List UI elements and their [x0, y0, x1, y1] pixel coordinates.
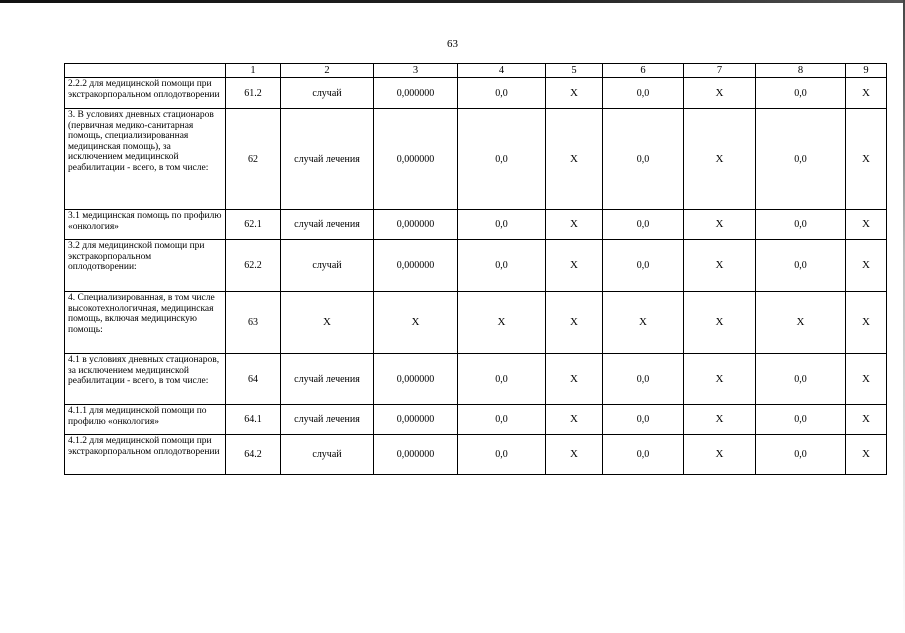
table-cell: 0,0: [458, 210, 546, 240]
row-description: 3.1 медицинская помощь по профилю «онкология»: [65, 210, 226, 240]
table-cell: Х: [846, 292, 887, 354]
table-row: [65, 210, 887, 240]
table-cell: случай лечения: [281, 109, 374, 210]
table-cell: Х: [684, 292, 756, 354]
column-header: 4: [458, 64, 546, 78]
row-description: 3.2 для медицинской помощи при экстракорпоральном оплодотворении:: [65, 240, 226, 292]
scan-edge-top: [0, 0, 905, 3]
table-cell: 0,0: [756, 240, 846, 292]
page-number: 63: [447, 38, 458, 50]
table-cell: 0,0: [458, 240, 546, 292]
table-cell: Х: [374, 292, 458, 354]
table-cell: Х: [846, 78, 887, 109]
table-cell: Х: [684, 354, 756, 405]
table-cell: Х: [458, 292, 546, 354]
table-cell: 0,0: [603, 78, 684, 109]
table-cell: Х: [846, 210, 887, 240]
row-number: 64.1: [226, 405, 281, 435]
table-row: [65, 405, 887, 435]
table-cell: случай лечения: [281, 405, 374, 435]
column-header: 9: [846, 64, 887, 78]
table-cell: 0,0: [756, 354, 846, 405]
table-row: [65, 435, 887, 475]
table-cell: Х: [756, 292, 846, 354]
table-cell: Х: [546, 109, 603, 210]
row-number: 64.2: [226, 435, 281, 475]
row-number: 64: [226, 354, 281, 405]
table-cell: Х: [546, 78, 603, 109]
table-cell: Х: [546, 240, 603, 292]
column-header: 5: [546, 64, 603, 78]
table-row: [65, 109, 887, 210]
column-header: [65, 64, 226, 78]
row-description: 4.1.2 для медицинской помощи при экстракорпоральном оплодотворении: [65, 435, 226, 475]
table-cell: 0,0: [756, 435, 846, 475]
table-cell: Х: [846, 240, 887, 292]
row-number: 62.2: [226, 240, 281, 292]
table-cell: Х: [546, 210, 603, 240]
table-cell: Х: [684, 109, 756, 210]
table-row: [65, 240, 887, 292]
table-cell: 0,0: [756, 109, 846, 210]
table-cell: 0,0: [603, 240, 684, 292]
column-header: 7: [684, 64, 756, 78]
table-cell: 0,0: [458, 435, 546, 475]
table-cell: Х: [684, 78, 756, 109]
table-cell: случай: [281, 435, 374, 475]
table-row: [65, 292, 887, 354]
table-row: [65, 354, 887, 405]
table-cell: Х: [546, 354, 603, 405]
table-cell: 0,0: [603, 354, 684, 405]
row-number: 62.1: [226, 210, 281, 240]
row-description: 4. Специализированная, в том числе высокотехнологичная, медицинская помощь, включая медицинскую помощь:: [65, 292, 226, 354]
row-number: 61.2: [226, 78, 281, 109]
table-cell: 0,000000: [374, 405, 458, 435]
table-cell: случай лечения: [281, 354, 374, 405]
table-cell: Х: [684, 435, 756, 475]
row-number: 63: [226, 292, 281, 354]
column-header: 8: [756, 64, 846, 78]
table-cell: Х: [846, 405, 887, 435]
table-cell: Х: [684, 405, 756, 435]
column-header: 2: [281, 64, 374, 78]
row-description: 3. В условиях дневных стационаров (первичная медико-санитарная помощь, специализированная медицинская помощь), за исключением медицинской реабилитации - всего, в том числе:: [65, 109, 226, 210]
table-cell: 0,0: [756, 78, 846, 109]
table-cell: 0,0: [603, 405, 684, 435]
column-header: 6: [603, 64, 684, 78]
table-cell: 0,0: [603, 435, 684, 475]
table-cell: 0,0: [756, 405, 846, 435]
table-cell: случай: [281, 78, 374, 109]
table-cell: 0,0: [458, 405, 546, 435]
row-number: 62: [226, 109, 281, 210]
table-row: [65, 78, 887, 109]
table-cell: 0,000000: [374, 210, 458, 240]
table-cell: случай лечения: [281, 210, 374, 240]
table-cell: 0,000000: [374, 78, 458, 109]
table-cell: Х: [603, 292, 684, 354]
table-cell: 0,0: [458, 109, 546, 210]
column-header: 3: [374, 64, 458, 78]
table-cell: Х: [846, 435, 887, 475]
row-description: 2.2.2 для медицинской помощи при экстракорпоральном оплодотворении: [65, 78, 226, 109]
table-cell: 0,000000: [374, 109, 458, 210]
table-cell: 0,000000: [374, 240, 458, 292]
table-cell: 0,000000: [374, 435, 458, 475]
table-cell: Х: [546, 292, 603, 354]
table-cell: Х: [546, 435, 603, 475]
table-cell: 0,000000: [374, 354, 458, 405]
table-cell: 0,0: [458, 354, 546, 405]
table-cell: Х: [684, 210, 756, 240]
table-cell: 0,0: [603, 210, 684, 240]
table-cell: 0,0: [756, 210, 846, 240]
table-header-row: [65, 64, 887, 78]
data-table: [64, 63, 887, 475]
table-cell: 0,0: [458, 78, 546, 109]
table-cell: Х: [281, 292, 374, 354]
row-description: 4.1.1 для медицинской помощи по профилю «онкология»: [65, 405, 226, 435]
row-description: 4.1 в условиях дневных стационаров, за исключением медицинской реабилитации - всего, в том числе:: [65, 354, 226, 405]
table-cell: Х: [546, 405, 603, 435]
column-header: 1: [226, 64, 281, 78]
table-cell: случай: [281, 240, 374, 292]
table-cell: 0,0: [603, 109, 684, 210]
table-cell: Х: [846, 354, 887, 405]
table-cell: Х: [846, 109, 887, 210]
table-cell: Х: [684, 240, 756, 292]
